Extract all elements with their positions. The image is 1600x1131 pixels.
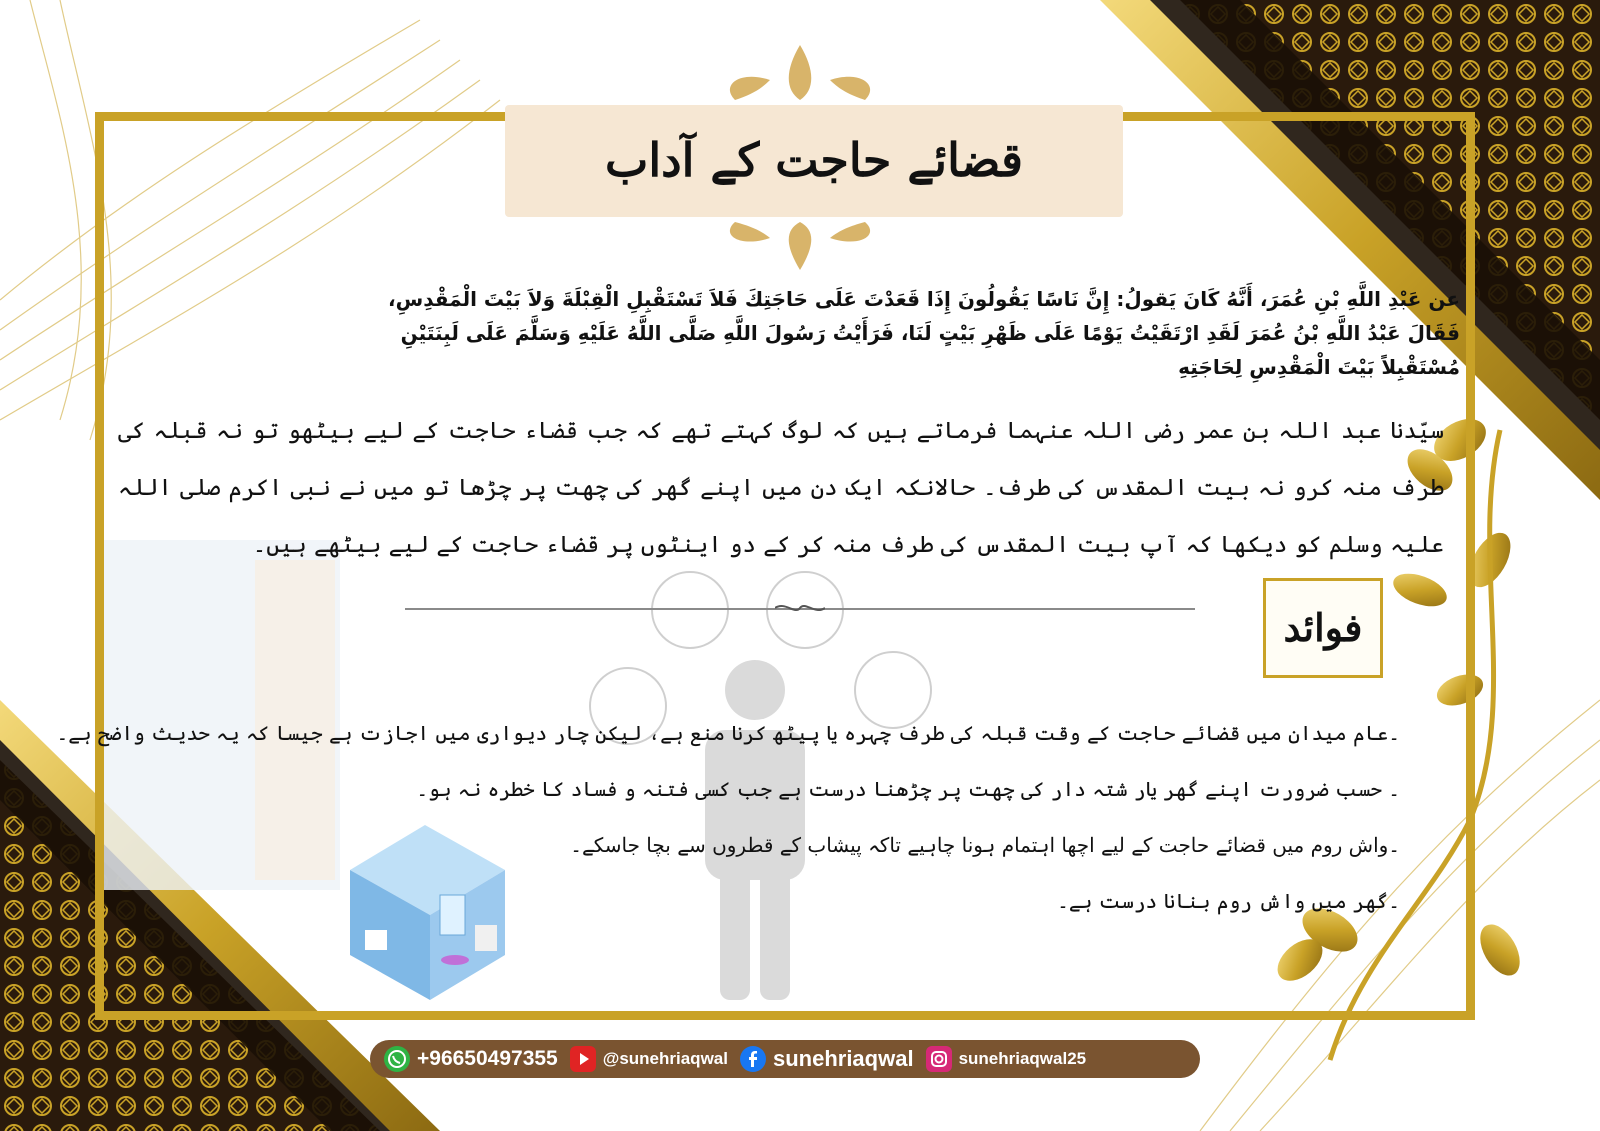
youtube-icon bbox=[570, 1046, 596, 1072]
urdu-translation: سیّدنا عبد اللہ بن عمر رضی اللہ عنہما فرماتے ہیں کہ لوگ کہتے تھے کہ جب قضاء حاجت کے لیے بیٹھو تو نہ قبلہ کی طرف منہ کرو نہ بیت المقدس کی طرف۔ حالانکہ ایک دن میں اپنے گھر کی چھت پر چڑھا تو میں نے نبی اکرم صلی اللہ علیہ وسلم کو دیکھا کہ آپ بیت المقدس کی طرف منہ کر کے دو اینٹوں پر قضاء حاجت کے لیے بیٹھے ہیں۔ bbox=[118, 418, 1444, 558]
social-footer bbox=[370, 1040, 1200, 1078]
arabic-hadith bbox=[130, 282, 1460, 384]
facebook-handle: sunehriaqwal bbox=[772, 1046, 914, 1071]
whatsapp-icon bbox=[384, 1046, 410, 1072]
list-item: ۔گھر میں واش روم بنانا درست ہے۔ bbox=[1057, 889, 1400, 913]
youtube-link[interactable] bbox=[570, 1046, 728, 1072]
page-title: قضائے حاجت کے آداب bbox=[605, 133, 1023, 187]
instagram-handle: sunehriaqwal25 bbox=[958, 1049, 1087, 1068]
list-item: ۔عام میدان میں قضائے حاجت کے وقت قبلہ کی طرف چہرہ یا پیٹھ کرنا منع ہے، لیکن چار دیواری میں اجازت ہے جیسا کہ یہ حدیث واضح ہے۔ bbox=[56, 721, 1400, 745]
divider-ornament bbox=[775, 601, 825, 615]
facebook-icon bbox=[740, 1046, 766, 1072]
youtube-handle: @sunehriaqwal bbox=[602, 1049, 728, 1068]
arabic-line-2: فَقَالَ عَبْدُ اللَّهِ بْنُ عُمَرَ لَقَدِ ارْتَقَيْتُ يَوْمًا عَلَى ظَهْرِ بَيْتٍ لَنَا، فَرَأَيْتُ رَسُولَ اللَّهِ صَلَّى اللَّهُ عَلَيْهِ وَسَلَّمَ عَلَى لَبِنَتَيْنِ bbox=[400, 321, 1460, 345]
instagram-link[interactable] bbox=[926, 1046, 1087, 1072]
phone-number: +96650497355 bbox=[417, 1047, 558, 1070]
arabic-line-1: عن عَبْدِ اللَّهِ بْنِ عُمَرَ، أَنَّهُ كَانَ يَقولُ: إِنَّ نَاسًا يَقُولُونَ إِذَا قَعَدْتَ عَلَى حَاجَتِكَ فَلاَ تَسْتَقْبِلِ الْقِبْلَةَ وَلاَ بَيْتَ الْمَقْدِسِ، bbox=[388, 287, 1460, 311]
arabic-line-3: مُسْتَقْبِلاً بَيْتَ الْمَقْدِسِ لِحَاجَتِهِ bbox=[1178, 355, 1460, 379]
benefits-list bbox=[56, 705, 1400, 929]
fawaid-heading: فوائد bbox=[1283, 605, 1363, 650]
facebook-link[interactable] bbox=[740, 1046, 914, 1072]
list-item: ۔ حسب ضرورت اپنے گھر یار شتہ دار کی چھت پر چڑھنا درست ہے جب کسی فتنہ و فساد کا خطرہ نہ ہو۔ bbox=[416, 777, 1400, 801]
list-item: ۔واش روم میں قضائے حاجت کے لیے اچھا اہتمام ہونا چاہیے تاکہ پیشاب کے قطروں سے بچا جاسکے۔ bbox=[570, 833, 1400, 857]
instagram-icon bbox=[926, 1046, 952, 1072]
whatsapp-contact[interactable] bbox=[384, 1046, 558, 1072]
